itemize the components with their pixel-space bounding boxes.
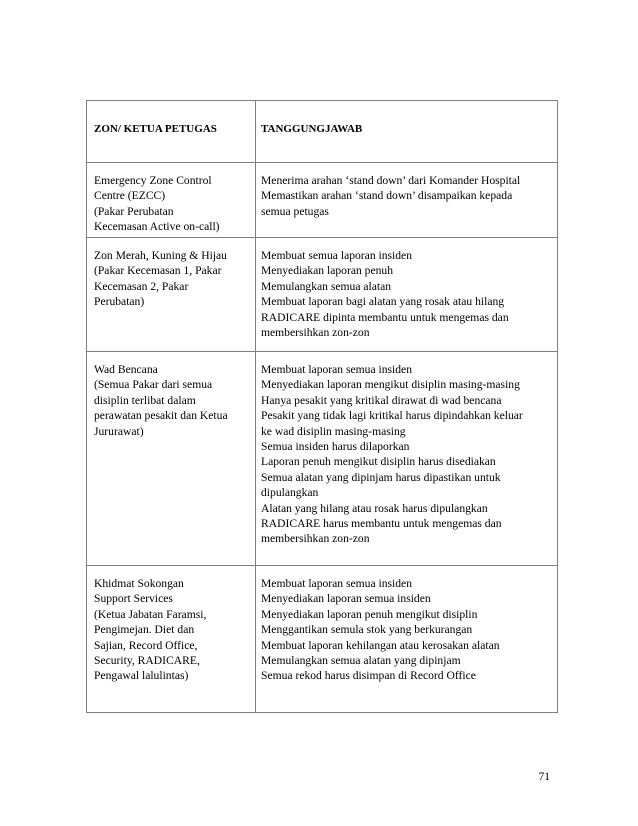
cell-line: semua petugas — [261, 204, 329, 218]
cell-line: disiplin terlibat dalam — [94, 393, 196, 407]
cell-line: Memulangkan semua alatan yang dipinjam — [261, 654, 461, 668]
duties-text — [261, 163, 555, 219]
duties-cell — [256, 352, 558, 566]
duties-cell — [256, 238, 558, 352]
cell-line: Centre (EZCC) — [94, 189, 166, 203]
table-row — [87, 352, 558, 566]
header-duties-label: TANGGUNGJAWAB — [261, 123, 363, 135]
header-zone-label: ZON/ KETUA PETUGAS — [94, 123, 217, 135]
cell-line: (Pakar Kecemasan 1, Pakar — [94, 264, 222, 278]
cell-line: Semua insiden harus dilaporkan — [261, 440, 410, 454]
header-cell-duties — [256, 101, 558, 163]
cell-line: Laporan penuh mengikut disiplin harus disediakan — [261, 455, 496, 469]
table-row — [87, 238, 558, 352]
responsibility-table — [86, 100, 558, 713]
cell-line: Menyediakan laporan semua insiden — [261, 592, 431, 606]
zone-cell — [87, 566, 256, 713]
cell-line: Membuat laporan kehilangan atau kerosakan alatan — [261, 638, 500, 652]
cell-line: Menggantikan semula stok yang berkurangan — [261, 623, 473, 637]
zone-text — [94, 352, 253, 439]
cell-line: Menyediakan laporan penuh — [261, 264, 393, 278]
cell-line: Security, RADICARE, — [94, 654, 200, 668]
cell-line: RADICARE harus membantu untuk mengemas dan — [261, 517, 502, 531]
cell-line: (Ketua Jabatan Faramsi, — [94, 607, 207, 621]
table-header-row — [87, 101, 558, 163]
cell-line: Memastikan arahan ‘stand down’ disampaikan kepada — [261, 189, 513, 203]
cell-line: Kecemasan 2, Pakar — [94, 279, 189, 293]
cell-line: Emergency Zone Control — [94, 174, 212, 187]
cell-line: Zon Merah, Kuning & Hijau — [94, 249, 227, 262]
header-cell-zone — [87, 101, 256, 163]
zone-text — [94, 238, 253, 310]
cell-line: Wad Bencana — [94, 363, 158, 376]
cell-line: perawatan pesakit dan Ketua — [94, 409, 228, 423]
cell-line: Hanya pesakit yang kritikal dirawat di wad bencana — [261, 393, 502, 407]
cell-line: Menyediakan laporan mengikut disiplin masing-masing — [261, 378, 520, 392]
cell-line: (Semua Pakar dari semua — [94, 378, 213, 392]
cell-line: membersihkan zon-zon — [261, 532, 370, 546]
cell-line: Menyediakan laporan penuh mengikut disiplin — [261, 607, 478, 621]
duties-text — [261, 566, 555, 684]
cell-line: Membuat laporan semua insiden — [261, 363, 413, 376]
cell-line: Alatan yang hilang atau rosak harus dipulangkan — [261, 501, 488, 515]
cell-line: Memulangkan semua alatan — [261, 279, 392, 293]
cell-line: Membuat semua laporan insiden — [261, 249, 413, 262]
cell-line: Sajian, Record Office, — [94, 638, 198, 652]
cell-line: dipulangkan — [261, 486, 319, 500]
page-number: 71 — [538, 771, 550, 783]
cell-line: Jururawat) — [94, 424, 144, 438]
cell-line: ke wad disiplin masing-masing — [261, 424, 406, 438]
cell-line: Pengawal lalulintas) — [94, 669, 189, 683]
cell-line: Menerima arahan ‘stand down’ dari Komander Hospital — [261, 174, 521, 187]
cell-line: Perubatan) — [94, 295, 145, 309]
duties-text — [261, 352, 555, 547]
duties-cell — [256, 163, 558, 238]
cell-line: Pengimejan. Diet dan — [94, 623, 195, 637]
zone-cell — [87, 352, 256, 566]
table-row — [87, 163, 558, 238]
table-row — [87, 566, 558, 713]
cell-line: (Pakar Perubatan — [94, 204, 174, 218]
cell-line: Pesakit yang tidak lagi kritikal harus dipindahkan keluar — [261, 409, 523, 423]
cell-line: Semua alatan yang dipinjam harus dipastikan untuk — [261, 470, 501, 484]
duties-cell — [256, 566, 558, 713]
cell-line: Membuat laporan bagi alatan yang rosak atau hilang — [261, 295, 505, 309]
cell-line: Semua rekod harus disimpan di Record Office — [261, 669, 476, 683]
cell-line: Membuat laporan semua insiden — [261, 577, 413, 590]
duties-text — [261, 238, 555, 340]
cell-line: Support Services — [94, 592, 173, 606]
cell-line: Khidmat Sokongan — [94, 577, 184, 590]
zone-text — [94, 566, 253, 684]
zone-cell — [87, 238, 256, 352]
zone-cell — [87, 163, 256, 238]
zone-text — [94, 163, 253, 235]
cell-line: RADICARE dipinta membantu untuk mengemas dan — [261, 310, 509, 324]
cell-line: membersihkan zon-zon — [261, 326, 370, 340]
cell-line: Kecemasan Active on-call) — [94, 220, 220, 234]
